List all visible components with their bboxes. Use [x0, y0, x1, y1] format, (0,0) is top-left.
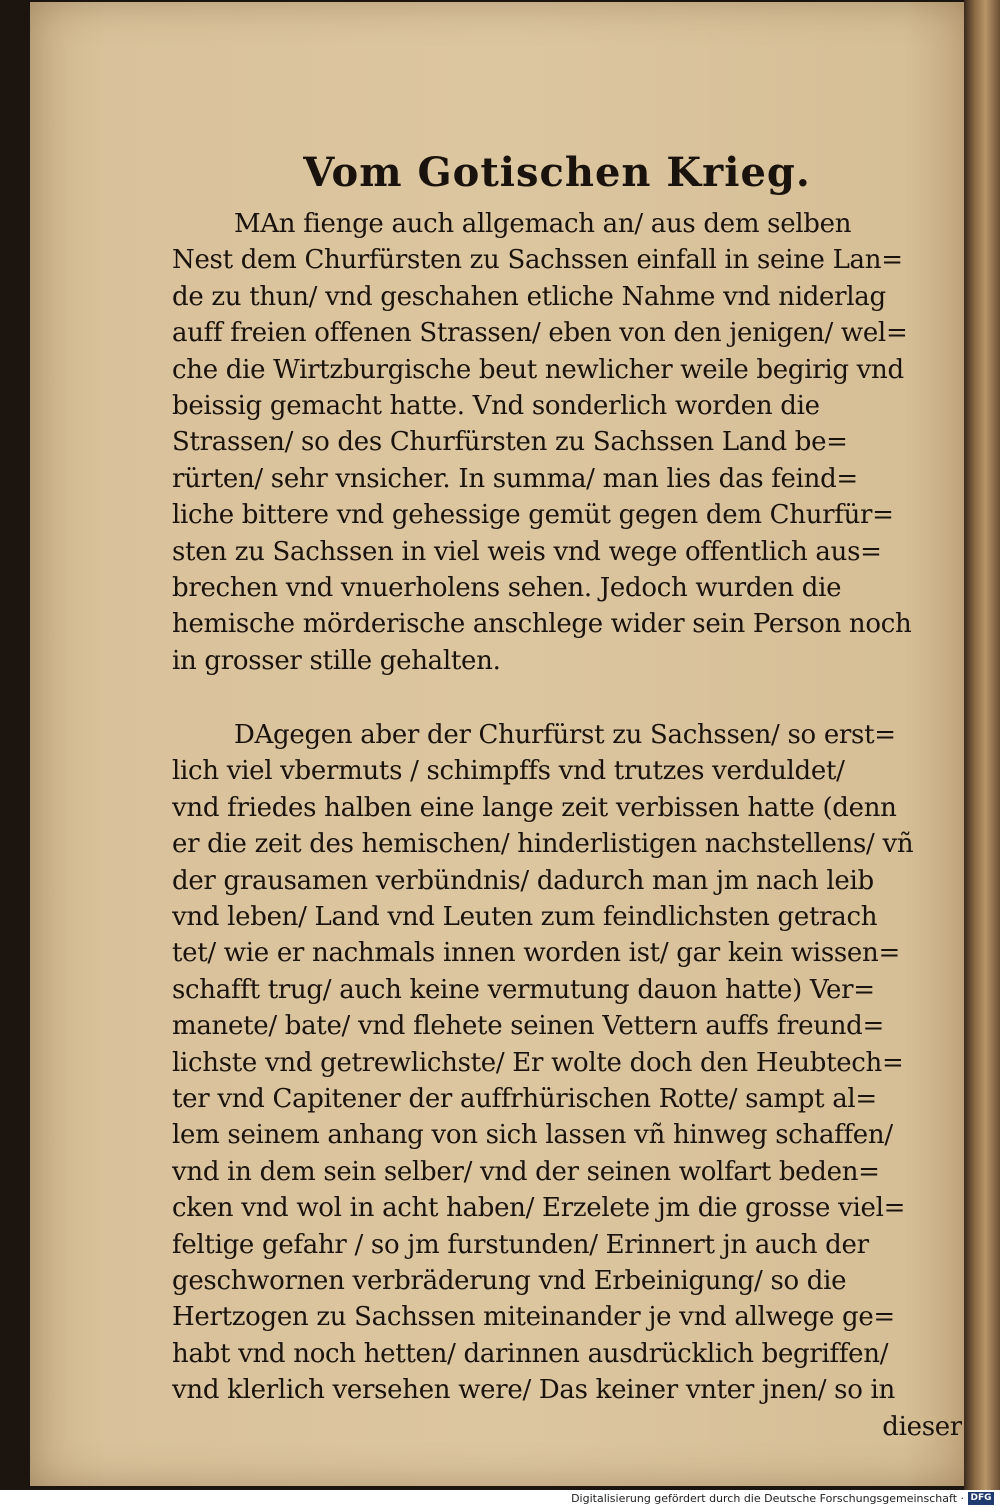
text-line: Hertzogen zu Sachssen miteinander je vnd allwege ge= — [172, 1302, 895, 1333]
text-line: schafft trug/ auch keine vermutung dauon hatte) Ver= — [172, 974, 875, 1005]
text-line: er die zeit des hemischen/ hinderlistigen nachstellens/ vñ — [172, 829, 914, 860]
text-line: habt vnd noch hetten/ darinnen ausdrücklich begriffen/ — [172, 1338, 889, 1369]
text-line: cken vnd wol in acht haben/ Erzelete jm die grosse viel= — [172, 1193, 906, 1224]
paragraph-gap — [172, 679, 962, 717]
text-line: feltige gefahr / so jm furstunden/ Erinnert jn auch der — [172, 1229, 869, 1260]
paragraph-2 — [172, 717, 962, 1408]
text-line: hemische mörderische anschlege wider sein Person noch — [172, 609, 912, 640]
text-block — [172, 140, 962, 1445]
text-line: beissig gemacht hatte. Vnd sonderlich worden die — [172, 390, 820, 421]
text-line: vnd klerlich versehen were/ Das keiner vnter jnen/ so in — [172, 1375, 895, 1406]
text-line: der grausamen verbündnis/ dadurch man jm nach leib — [172, 865, 874, 896]
text-line: lem seinem anhang von sich lassen vñ hinweg schaffen/ — [172, 1120, 893, 1151]
digitization-footer — [0, 1490, 1000, 1508]
dfg-logo: DFG — [968, 1492, 994, 1505]
text-line: ter vnd Capitener der auffrhürischen Rotte/ sampt al= — [172, 1083, 877, 1114]
text-line: vnd friedes halben eine lange zeit verbissen hatte (denn — [172, 792, 897, 823]
paragraph-1 — [172, 206, 962, 679]
text-line: auff freien offenen Strassen/ eben von den jenigen/ wel= — [172, 318, 908, 349]
page-fore-edge — [964, 0, 1000, 1490]
text-line: vnd in dem sein selber/ vnd der seinen wolfart beden= — [172, 1156, 880, 1187]
text-line: Strassen/ so des Churfürsten zu Sachssen Land be= — [172, 427, 848, 458]
text-line: rürten/ sehr vnsicher. In summa/ man lies das feind= — [172, 463, 858, 494]
text-line: vnd leben/ Land vnd Leuten zum feindlichsten getrach — [172, 902, 878, 933]
text-line: lich viel vbermuts / schimpffs vnd trutzes verduldet/ — [172, 756, 845, 787]
text-line: liche bittere vnd gehessige gemüt gegen dem Churfür= — [172, 500, 894, 531]
text-line: de zu thun/ vnd geschahen etliche Nahme vnd niderlag — [172, 281, 886, 312]
text-line: DAgegen aber der Churfürst zu Sachssen/ so erst= — [234, 720, 896, 751]
text-line: Nest dem Churfürsten zu Sachssen einfall in seine Lan= — [172, 245, 903, 276]
running-heading: Vom Gotischen Krieg. — [303, 149, 811, 196]
text-line: geschwornen verbräderung vnd Erbeinigung/ so die — [172, 1265, 847, 1296]
text-line: MAn fienge auch allgemach an/ aus dem selben — [234, 209, 852, 239]
text-line: tet/ wie er nachmals innen worden ist/ gar kein wissen= — [172, 938, 900, 969]
text-line: in grosser stille gehalten. — [172, 645, 501, 676]
text-line: lichste vnd getrewlichste/ Er wolte doch den Heubtech= — [172, 1047, 904, 1078]
text-line: che die Wirtzburgische beut newlicher weile begirig vnd — [172, 354, 904, 385]
text-line: manete/ bate/ vnd flehete seinen Vettern auffs freund= — [172, 1011, 884, 1042]
text-line: sten zu Sachssen in viel weis vnd wege offentlich aus= — [172, 536, 882, 567]
text-line: brechen vnd vnuerholens sehen. Jedoch wurden die — [172, 572, 842, 603]
footer-credit: Digitalisierung gefördert durch die Deutsche Forschungsgemeinschaft · — [571, 1492, 964, 1505]
catchword: dieser — [882, 1411, 962, 1442]
